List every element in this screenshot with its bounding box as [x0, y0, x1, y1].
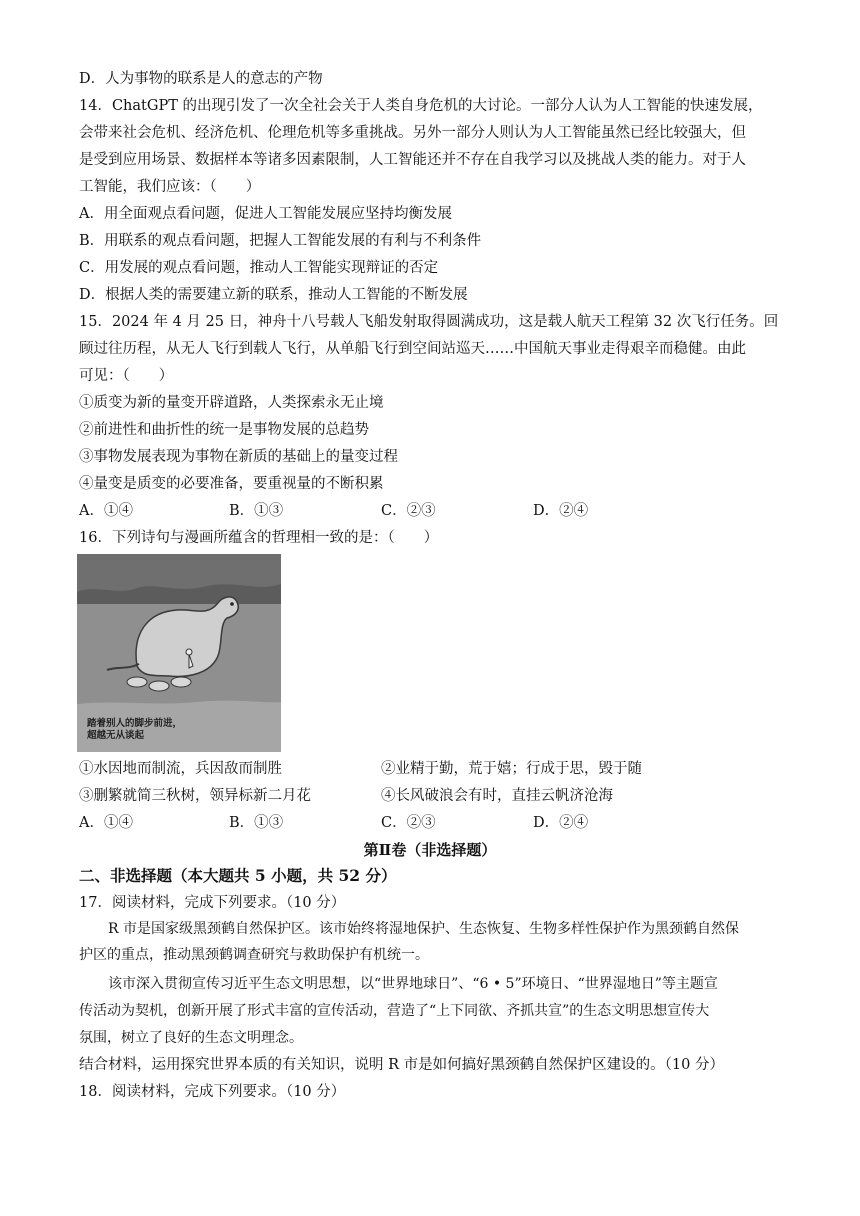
q15-statement-4: ④量变是质变的必要准备，要重视量的不断积累 — [79, 476, 384, 492]
q15-stem-line-2: 顾过往历程，从无人飞行到载人飞行，从单船飞行到空间站巡天……中国航天事业走得艰辛而稳健。由此 — [79, 341, 746, 357]
q16-option-c: C．②③ — [381, 815, 436, 831]
q17-material-p2-line-2: 传活动为契机，创新开展了形式丰富的宣传活动，营造了“上下同欲、齐抓共宣”的生态文明思想宣传大 — [79, 1003, 710, 1019]
part-2-title: 第Ⅱ卷（非选择题） — [363, 841, 497, 859]
q16-statement-1: ①水因地而制流，兵因敌而制胜 — [79, 761, 282, 777]
q17-material-p1-line-1: R 市是国家级黑颈鹤自然保护区。该市始终将湿地保护、生态恢复、生物多样性保护作为黑颈鹤自然保 — [108, 921, 739, 937]
q16-option-b: B．①③ — [229, 815, 284, 831]
q15-statement-1: ①质变为新的量变开辟道路，人类探索永无止境 — [79, 395, 384, 411]
cartoon-caption-line-2: 超越无从谈起 — [87, 730, 145, 741]
q14-option-b: B．用联系的观点看问题，把握人工智能发展的有利与不利条件 — [79, 233, 482, 249]
q15-option-c: C．②③ — [381, 503, 436, 519]
q17-material-p2-line-3: 氛围，树立了良好的生态文明理念。 — [79, 1030, 303, 1046]
q15-statement-2: ②前进性和曲折性的统一是事物发展的总趋势 — [79, 422, 369, 438]
q14-stem-line-4: 工智能，我们应该：（ ） — [79, 179, 261, 195]
q17-stem: 17．阅读材料，完成下列要求。（10 分） — [79, 895, 346, 911]
q14-option-d: D．根据人类的需要建立新的联系，推动人工智能的不断发展 — [79, 287, 468, 303]
q13-option-d: D．人为事物的联系是人的意志的产物 — [79, 71, 323, 87]
q15-stem-line-3: 可见：（ ） — [79, 368, 174, 384]
q17-requirement: 结合材料，运用探究世界本质的有关知识，说明 R 市是如何搞好黑颈鹤自然保护区建设的。（10 分） — [79, 1057, 724, 1073]
q17-material-p1-line-2: 护区的重点，推动黑颈鹤调查研究与救助保护有机统一。 — [79, 947, 429, 963]
q16-option-a: A．①④ — [79, 815, 133, 831]
section-2-heading: 二、非选择题（本大题共 5 小题，共 52 分） — [79, 866, 397, 885]
q14-stem-line-2: 会带来社会危机、经济危机、伦理危机等多重挑战。另外一部分人则认为人工智能虽然已经比较强大，但 — [79, 125, 746, 141]
q16-statement-2: ②业精于勤，荒于嬉；行成于思，毁于随 — [381, 761, 642, 777]
q14-option-a: A．用全面观点看问题，促进人工智能发展应坚持均衡发展 — [79, 206, 452, 222]
q16-statement-4: ④长风破浪会有时，直挂云帆济沧海 — [381, 788, 613, 804]
cartoon-image — [77, 554, 281, 752]
q16-option-d: D．②④ — [533, 815, 589, 831]
q15-stem-line-1: 15．2024 年 4 月 25 日，神舟十八号载人飞船发射取得圆满成功，这是载人航天工程第 32 次飞行任务。回 — [79, 314, 779, 330]
q15-option-b: B．①③ — [229, 503, 284, 519]
q14-stem-line-1: 14．ChatGPT 的出现引发了一次全社会关于人类自身危机的大讨论。一部分人认为人工智能的快速发展， — [79, 98, 763, 114]
q14-option-c: C．用发展的观点看问题，推动人工智能实现辩证的否定 — [79, 260, 439, 276]
q15-option-a: A．①④ — [79, 503, 133, 519]
q16-stem: 16．下列诗句与漫画所蕴含的哲理相一致的是：（ ） — [79, 530, 439, 546]
q14-stem-line-3: 是受到应用场景、数据样本等诸多因素限制，人工智能还并不存在自我学习以及挑战人类的能力。对于人 — [79, 152, 746, 168]
q18-stem: 18．阅读材料，完成下列要求。（10 分） — [79, 1084, 346, 1100]
q17-material-p2-line-1: 该市深入贯彻宣传习近平生态文明思想，以“世界地球日”、“6 • 5”环境日、“世界湿地日”等主题宣 — [108, 976, 718, 992]
q15-option-d: D．②④ — [533, 503, 589, 519]
q16-statement-3: ③删繁就简三秋树，领异标新二月花 — [79, 788, 311, 804]
cartoon-caption-line-1: 踏着别人的脚步前进， — [87, 718, 183, 729]
q15-statement-3: ③事物发展表现为事物在新质的基础上的量变过程 — [79, 449, 398, 465]
